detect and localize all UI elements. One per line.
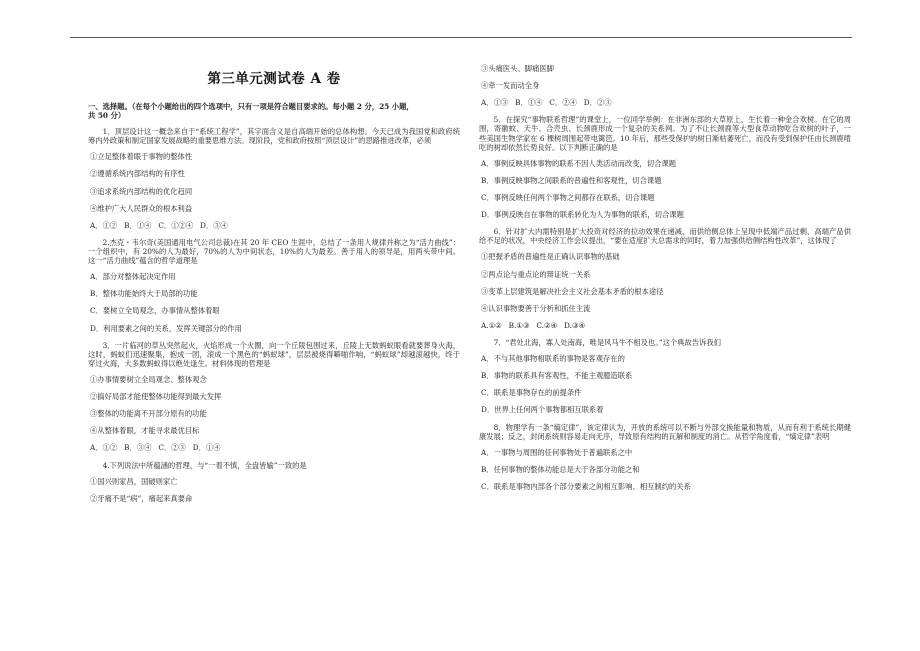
question-5-option: A．事例反映具体事物的联系不因人类活动而改变，切合课题 (481, 158, 676, 168)
question-5-stem: 5．在探究“事物联系哲理”的课堂上，一位同学举例：在非洲东部的大草原上，生长着一种金合欢树。在它的周围，寄徽蚊、天牛、合壳虫、长颈鹿形成一个复杂的关系网。为了不让长颈鹿等大型食草动物吃合欢树的叶子，一些美国生物学家在 6 棵树周围起带电篱笆。10 年后，那些受保护的树日渐枯萎死亡，而没有受到保护任由长颈鹿啃吃的树却依然长势良好。以下判断正确的是 (479, 115, 851, 152)
question-4-stem: 4.下列说法中所蕴涵的哲理，与“一着不慎，全盘皆输”一致的是 (102, 460, 307, 470)
question-6-option: ②两点论与重点论的辩证统一关系 (481, 269, 591, 279)
question-4-option: ③头痛医头、脚痛医脚 (481, 64, 554, 73)
question-8-stem: 8．物理学有一条“熵定律”，该定律认为，开放的系统可以不断与外部交换能量和物质，从而有利于系统长期健康发展；反之，封闭系统则容易走向无序，导致原有结构的瓦解和制度的消亡。从哲学角度看，“熵定律”表明 (479, 422, 851, 441)
question-6-option: ①把握矛盾的普遍性是正确认识事物的基础 (481, 252, 620, 262)
question-3-stem: 3．一片临河的草丛突然起火，火焰形成一个火圈，向一个丘陵包围过来，丘陵上无数蚂蚁眼看就要葬身火海，这时，蚂蚁们迅速聚集，抱成一团，滚成一个黑色的“蚂蚁球”，层层被烧得噼啪作响，“蚂蚁球”却越滚越快，终于穿过火海，大多数蚂蚁得以绝处逢生。材料体现的哲理是 (88, 340, 460, 368)
question-4-answers: A．①③ B．①④ C．②④ D．②③ (481, 98, 612, 108)
question-3-option: ④从整体着眼，才能寻求最优目标 (90, 426, 200, 436)
question-7-option: A．不与其他事物相联系的事物是客观存在的 (481, 354, 625, 364)
section-heading-line-2: 共 50 分） (88, 110, 126, 120)
question-5-option: D．事例反映自在事物的联系转化为人为事物的联系，切合课题 (481, 210, 684, 220)
top-rule (70, 37, 852, 38)
question-7-option: D．世界上任何两个事物都相互联系着 (481, 405, 604, 415)
question-4-option: ④牵一发而动全身 (481, 81, 540, 91)
question-7-option: B．事物的联系具有客观性，不能主观臆造联系 (481, 371, 633, 381)
question-6-option: ④认识事物要善于分析和抓住主流 (481, 303, 591, 313)
section-heading-line-1: 一、选择题。（在每个小题给出的四个选项中，只有一项是符合题目要求的。每小题 2 分，25 小题， (88, 101, 414, 111)
question-5-option: C．事例反映任何两个事物之间都存在联系，切合课题 (481, 192, 655, 202)
question-2-option: D．利用要素之间的关系，发挥关键部分的作用 (90, 323, 242, 333)
question-7-stem: 7．“君处北海，寡人处南海，唯是风马牛不相及也。”这个典故告诉我们 (493, 337, 721, 347)
page-title: 第三单元测试卷 A 卷 (207, 71, 341, 87)
right-column (479, 64, 851, 499)
question-2-option: A．部分对整体起决定作用 (90, 272, 176, 282)
question-4-option: ②牙痛不是“病”，痛起来真要命 (90, 493, 193, 503)
question-3-option: ②搞好局部才能使整体功能得到最大发挥 (90, 392, 222, 402)
question-7-option: C．联系是事物存在的前提条件 (481, 388, 582, 398)
question-8-option: C．联系是事物内部各个部分要素之间相互影响、相互制约的关系 (481, 481, 691, 491)
question-3-answers: A．①② B．③④ C．②③ D．①④ (90, 443, 221, 453)
left-column (88, 64, 460, 511)
question-4-option: ①国兴则家昌，国破则家亡 (90, 476, 178, 486)
section-heading (88, 102, 460, 120)
question-6-option: ③变革上层建筑是解决社会主义社会基本矛盾的根本途径 (481, 286, 664, 296)
question-8-option: A．一事物与周围的任何事物处于普遍联系之中 (481, 447, 633, 457)
question-2-option: B．整体功能始终大于局部的功能 (90, 289, 198, 299)
question-1-option: ①立足整体着眼于事物的整体性 (90, 152, 193, 162)
question-8-option: B．任何事物的整体功能总是大于各部分功能之和 (481, 464, 640, 474)
question-3-option: ③整体的功能离不开部分原有的功能 (90, 409, 207, 419)
question-1-option: ②遵循系统内部结构的有序性 (90, 169, 185, 179)
question-1-option: ④维护广大人民群众的根本利益 (90, 203, 193, 213)
question-6-stem: 6．针对扩大内需特别是扩大投资对经济的拉动效果在递减，而供给侧总体上呈现中低端产品过剩、高端产品供给不足的状况，中央经济工作会议提出，“要在适度扩大总需求的同时，着力加强供给侧结构性改革”，这体现了 (479, 227, 851, 246)
question-3-option: ①办事情要树立全局观念、整体观念 (90, 374, 207, 384)
question-6-answers: A.①② B.①③ C.②④ D.③④ (481, 320, 586, 330)
question-1-answers: A．①② B．①④ C．①②④ D．③④ (90, 220, 228, 230)
question-1-stem: 1．顶层设计这一概念来自于“系统工程学”，其字面含义是自高端开始的总体构想。今天已成为我国党和政府统筹内外政策和制定国家发展战略的重要思维方法。现阶段，党和政府按照“顶层设计”的思路推进改革，必须 (88, 127, 460, 146)
question-2-option: C．要树立全局观念，办事情从整体着眼 (90, 306, 220, 316)
question-5-option: B．事例反映事物之间联系的普遍性和客观性，切合课题 (481, 175, 662, 185)
question-2-stem: 2.杰克・韦尔奇(美国通用电气公司总裁)在其 20 年 CEO 生涯中，总结了一条用人规律并称之为“活力曲线”：一个组织中，有 20%的人为最好，70%的人为中间状态，10%的人为最差。善于用人的领导是，用两头带中间。这一“活力曲线”蕴含的哲学道理是 (88, 237, 460, 266)
question-1-option: ③追求系统内部结构的优化趋同 (90, 186, 193, 196)
